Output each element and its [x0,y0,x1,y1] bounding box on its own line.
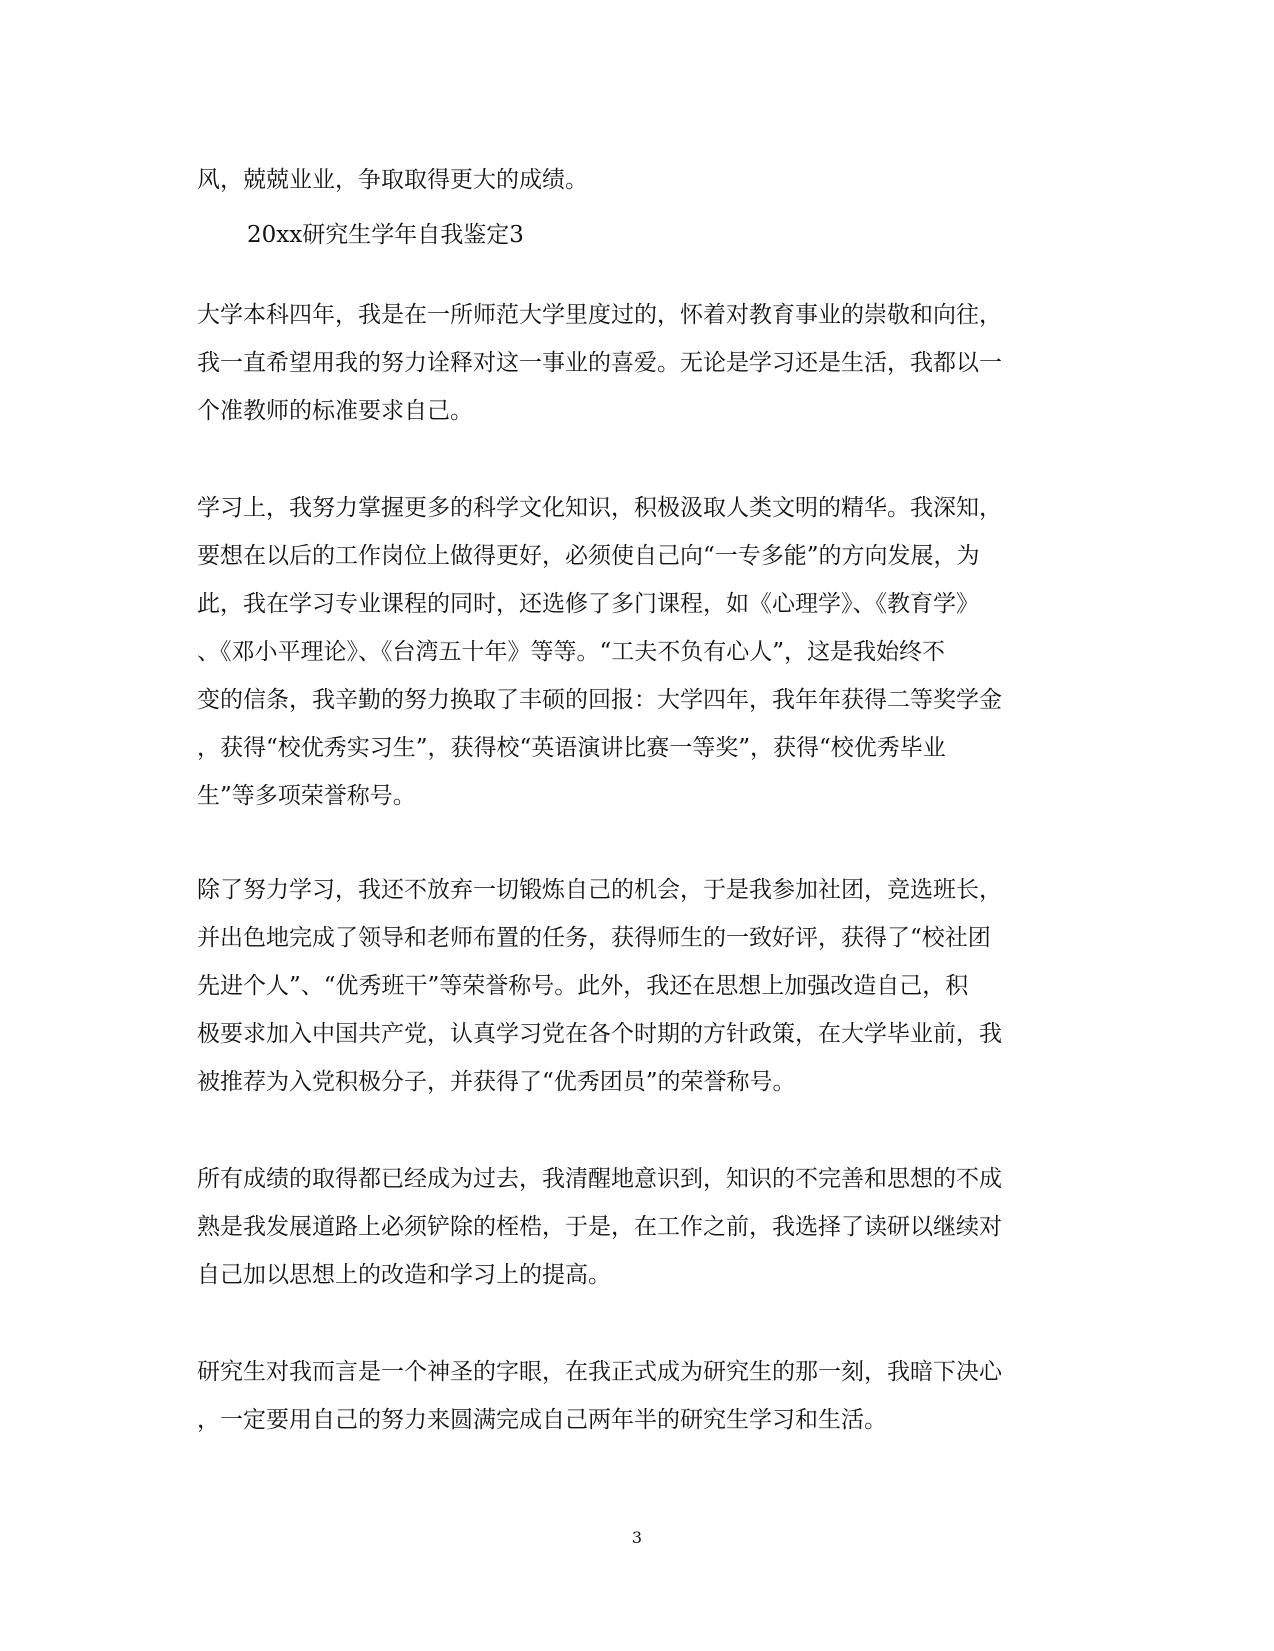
paragraph-line: 个准教师的标准要求自己。 [197,398,473,424]
page-number: 3 [631,1528,643,1547]
paragraph-line: 此，我在学习专业课程的同时，还选修了多门课程，如《心理学》、《教育学》 [197,591,979,617]
paragraph-2 [197,484,1075,820]
paragraph-3 [197,866,1075,1106]
paragraph-line: 我一直希望用我的努力诠释对这一事业的喜爱。无论是学习还是生活，我都以一 [197,350,1002,376]
paragraph-line: 生”等多项荣誉称号。 [197,783,416,809]
paragraph-line: 要想在以后的工作岗位上做得更好，必须使自己向“一专多能”的方向发展，为 [197,543,980,569]
paragraph-line: 研究生对我而言是一个神圣的字眼，在我正式成为研究生的那一刻，我暗下决心 [197,1359,1002,1385]
paragraph-5 [197,1348,1075,1444]
paragraph-line: ，一定要用自己的努力来圆满完成自己两年半的研究生学习和生活。 [197,1407,887,1433]
paragraph-line: ，获得“校优秀实习生”，获得校“英语演讲比赛一等奖”，获得“校优秀毕业 [197,735,946,761]
paragraph-line: 并出色地完成了领导和老师布置的任务，获得师生的一致好评，获得了“校社团 [197,925,991,951]
paragraph-line: 极要求加入中国共产党，认真学习党在各个时期的方针政策，在大学毕业前，我 [197,1021,1002,1047]
paragraph-line: 熟是我发展道路上必须铲除的桎梏，于是，在工作之前，我选择了读研以继续对 [197,1214,1002,1240]
paragraph-1 [197,291,1075,435]
paragraph-line: 、《邓小平理论》、《台湾五十年》等等。“工夫不负有心人”，这是我始终不 [197,639,946,665]
intro-line-block [197,156,1075,204]
paragraph-line: 变的信条，我辛勤的努力换取了丰硕的回报：大学四年，我年年获得二等奖学金 [197,687,1002,713]
paragraph-line: 所有成绩的取得都已经成为过去，我清醒地意识到，知识的不完善和思想的不成 [197,1166,1002,1192]
paragraph-line: 被推荐为入党积极分子，并获得了“优秀团员”的荣誉称号。 [197,1069,796,1095]
paragraph-line: 大学本科四年，我是在一所师范大学里度过的，怀着对教育事业的崇敬和向往， [197,302,1002,328]
intro-line: 风，兢兢业业，争取取得更大的成绩。 [197,167,588,193]
section-heading: 20xx研究生学年自我鉴定3 [247,222,524,248]
paragraph-line: 自己加以思想上的改造和学习上的提高。 [197,1262,611,1288]
paragraph-line: 学习上，我努力掌握更多的科学文化知识，积极汲取人类文明的精华。我深知， [197,495,1002,521]
paragraph-line: 先进个人”、“优秀班干”等荣誉称号。此外，我还在思想上加强改造自己，积 [197,973,969,999]
paragraph-4 [197,1155,1075,1299]
paragraph-line: 除了努力学习，我还不放弃一切锻炼自己的机会，于是我参加社团，竞选班长， [197,877,1002,903]
